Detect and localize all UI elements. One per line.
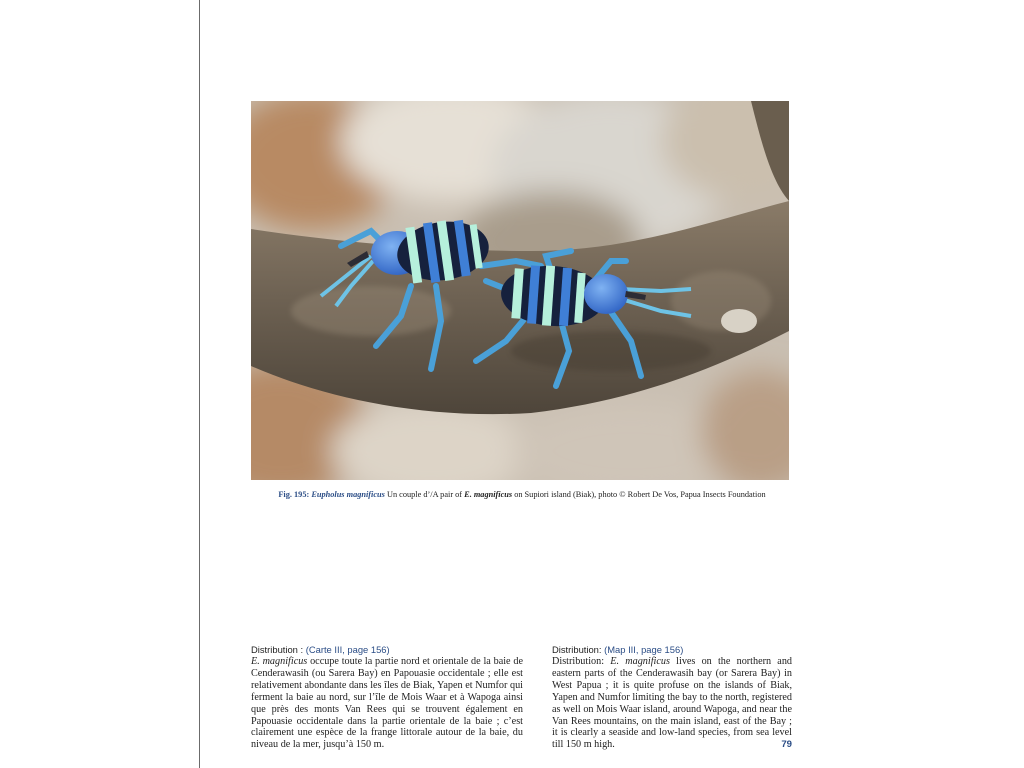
english-column bbox=[552, 644, 792, 751]
french-body: occupe toute la partie nord et orientale de la baie de Cenderawasih (ou Sarera Bay) en Papouasie occidentale ; elle est relativement abondante dans les îles de Biak, Yapen et Numfor qui ferment la baie au nord, sur l’île de Mois Waar et à Wapoga ainsi que près des monts Van Rees qui se trouvent également en Papouasie occidentale dans la partie orientale de la baie ; c’est clairement une espèce de la frange littorale autour de la baie, du niveau de la mer, jusqu’à 150 m. bbox=[251, 656, 523, 751]
page-number: 79 bbox=[781, 739, 792, 750]
book-gutter-line bbox=[199, 0, 200, 768]
french-column bbox=[251, 644, 523, 751]
english-body: lives on the northern and eastern parts of the Cenderawasih bay (or Sarera Bay) in West Papua ; it is quite profuse on the islands of Biak, Yapen and Numfor limiting the bay to the north, registered as well on Mois Waar island, around Wapoga, and near the Van Rees mountains, on the main island, east of the Bay ; it is clearly a seaside and low-land species, from sea level till 150 m high. bbox=[552, 656, 793, 751]
figure-caption bbox=[252, 489, 792, 500]
english-lead: Distribution: bbox=[552, 656, 605, 667]
french-map-reference: (Carte III, page 156) bbox=[305, 644, 390, 655]
french-species-name: E. magnificus bbox=[251, 656, 308, 667]
english-heading-label: Distribution: bbox=[552, 644, 602, 655]
figure-species: Eupholus magnificus bbox=[311, 490, 385, 499]
french-heading-label: Distribution : bbox=[251, 644, 304, 655]
english-heading bbox=[552, 644, 792, 656]
english-map-reference: (Map III, page 156) bbox=[604, 644, 684, 655]
caption-pair-text: Un couple d’/A pair of bbox=[386, 490, 463, 499]
english-species-name: E. magnificus bbox=[610, 656, 670, 667]
caption-credit: on Supiori island (Biak), photo © Robert De Vos, Papua Insects Foundation bbox=[514, 490, 766, 499]
weevil-photograph bbox=[251, 101, 789, 480]
french-heading bbox=[251, 644, 523, 656]
figure-number: Fig. 195: bbox=[278, 490, 310, 499]
french-paragraph bbox=[251, 656, 523, 751]
caption-species-abbrev: E. magnificus bbox=[464, 490, 513, 499]
english-paragraph bbox=[552, 656, 792, 751]
